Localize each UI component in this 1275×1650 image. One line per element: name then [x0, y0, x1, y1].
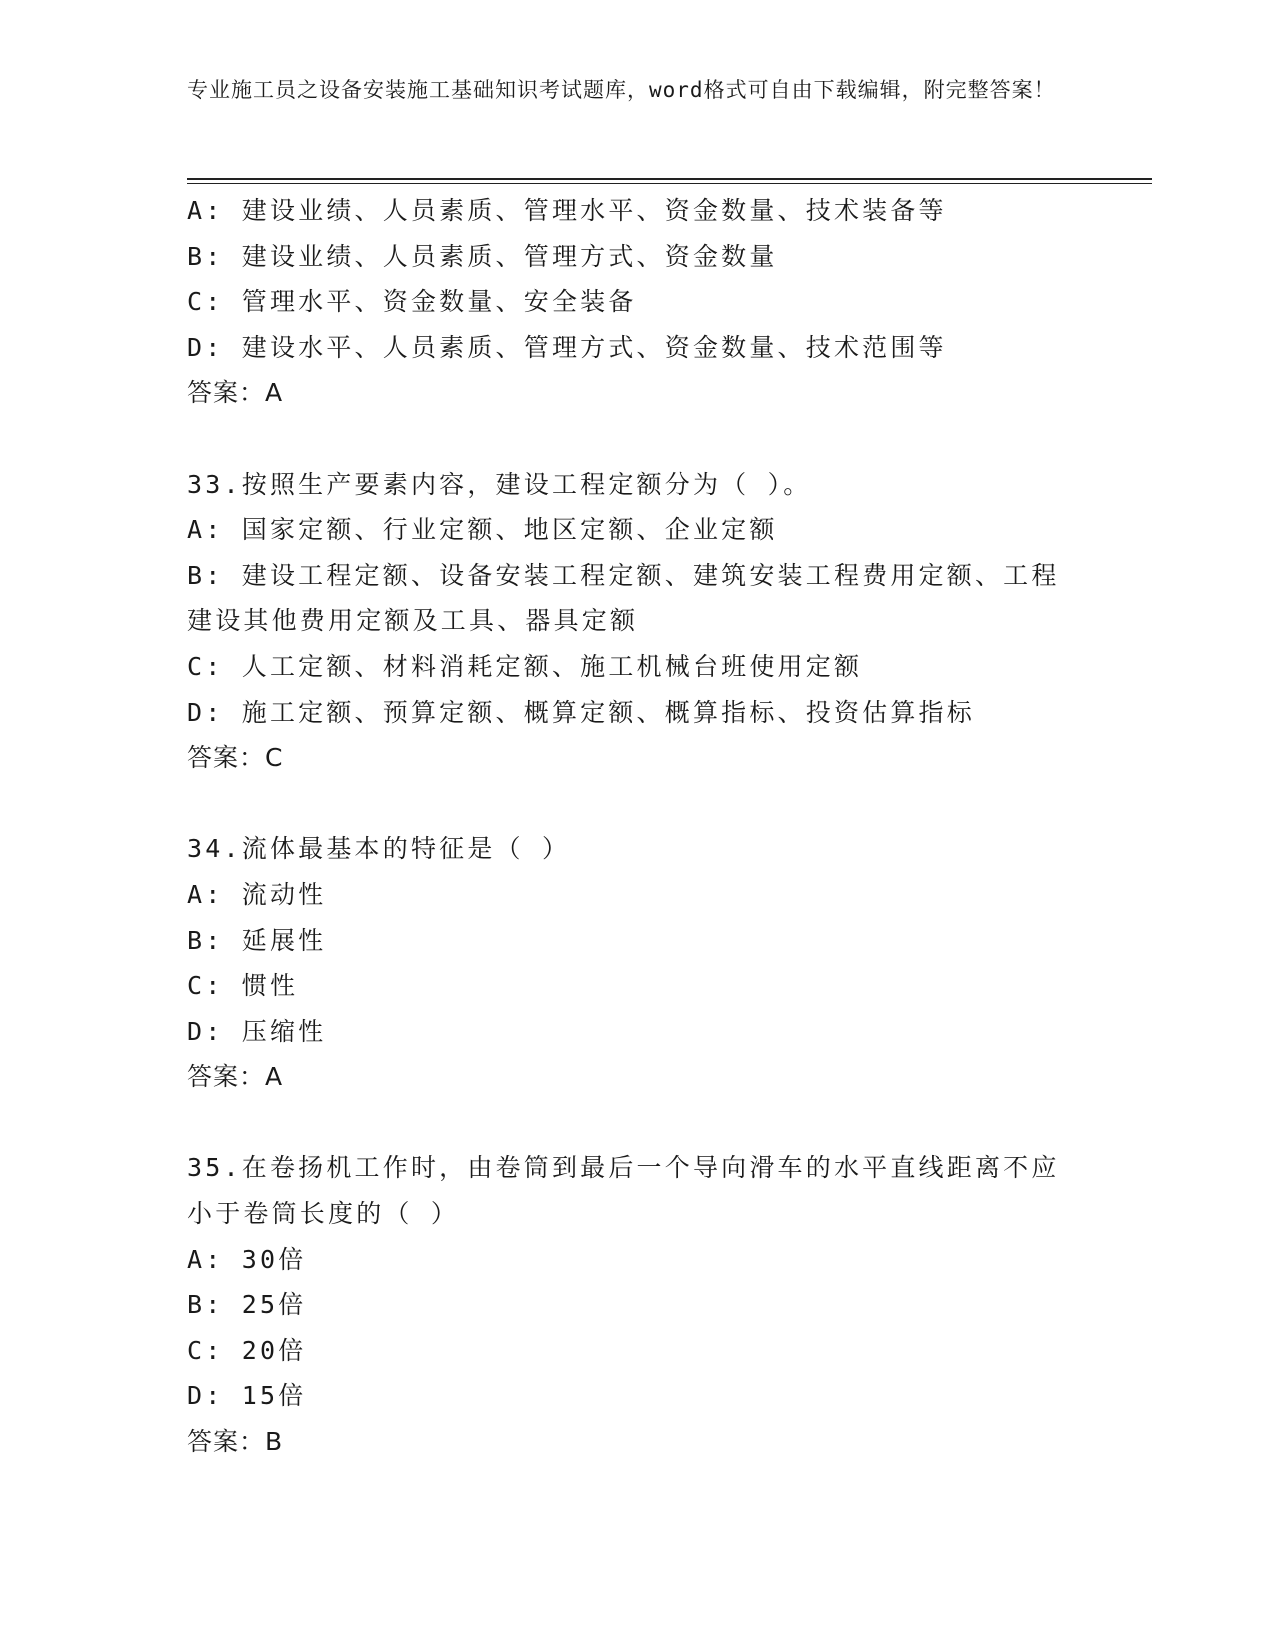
question-32 — [187, 188, 1087, 416]
answer: 答案：A — [187, 378, 284, 408]
option-c: C: 管理水平、资金数量、安全装备 — [187, 287, 637, 317]
question-text: 33.按照生产要素内容，建设工程定额分为（ ）。 — [187, 469, 812, 499]
question-34 — [187, 826, 1087, 1100]
header-divider-thick — [187, 178, 1152, 180]
option-d: D: 15倍 — [187, 1381, 307, 1411]
document-header: 专业施工员之设备安装施工基础知识考试题库，word格式可自由下载编辑，附完整答案！ — [187, 78, 1056, 102]
question-35 — [187, 1145, 1087, 1464]
option-b: B: 延展性 — [187, 925, 327, 955]
option-a: A: 国家定额、行业定额、地区定额、企业定额 — [187, 515, 778, 545]
question-list — [187, 188, 1087, 1465]
spacer — [187, 781, 1087, 827]
option-c: C: 20倍 — [187, 1335, 307, 1365]
option-d: D: 施工定额、预算定额、概算定额、概算指标、投资估算指标 — [187, 697, 975, 727]
option-b: B: 25倍 — [187, 1290, 307, 1320]
question-33 — [187, 462, 1087, 781]
spacer — [187, 416, 1087, 462]
option-c: C: 惯性 — [187, 971, 299, 1001]
option-a: A: 建设业绩、人员素质、管理水平、资金数量、技术装备等 — [187, 196, 947, 225]
question-text: 35.在卷扬机工作时，由卷筒到最后一个导向滑车的水平直线距离不应小于卷筒长度的（ ） — [187, 1153, 1060, 1229]
option-c: C: 人工定额、材料消耗定额、施工机械台班使用定额 — [187, 651, 863, 681]
header-divider-thin — [187, 183, 1152, 184]
answer: 答案：C — [187, 743, 284, 773]
question-text: 34.流体最基本的特征是（ ） — [187, 834, 571, 864]
option-b: B: 建设工程定额、设备安装工程定额、建筑安装工程费用定额、工程建设其他费用定额及工具、器具定额 — [187, 560, 1060, 636]
option-a: A: 30倍 — [187, 1244, 307, 1274]
spacer — [187, 1100, 1087, 1146]
option-b: B: 建设业绩、人员素质、管理方式、资金数量 — [187, 241, 778, 271]
option-d: D: 压缩性 — [187, 1016, 327, 1046]
option-a: A: 流动性 — [187, 879, 327, 909]
answer: 答案：B — [187, 1427, 284, 1457]
answer: 答案：A — [187, 1062, 284, 1092]
option-d: D: 建设水平、人员素质、管理方式、资金数量、技术范围等 — [187, 332, 947, 362]
